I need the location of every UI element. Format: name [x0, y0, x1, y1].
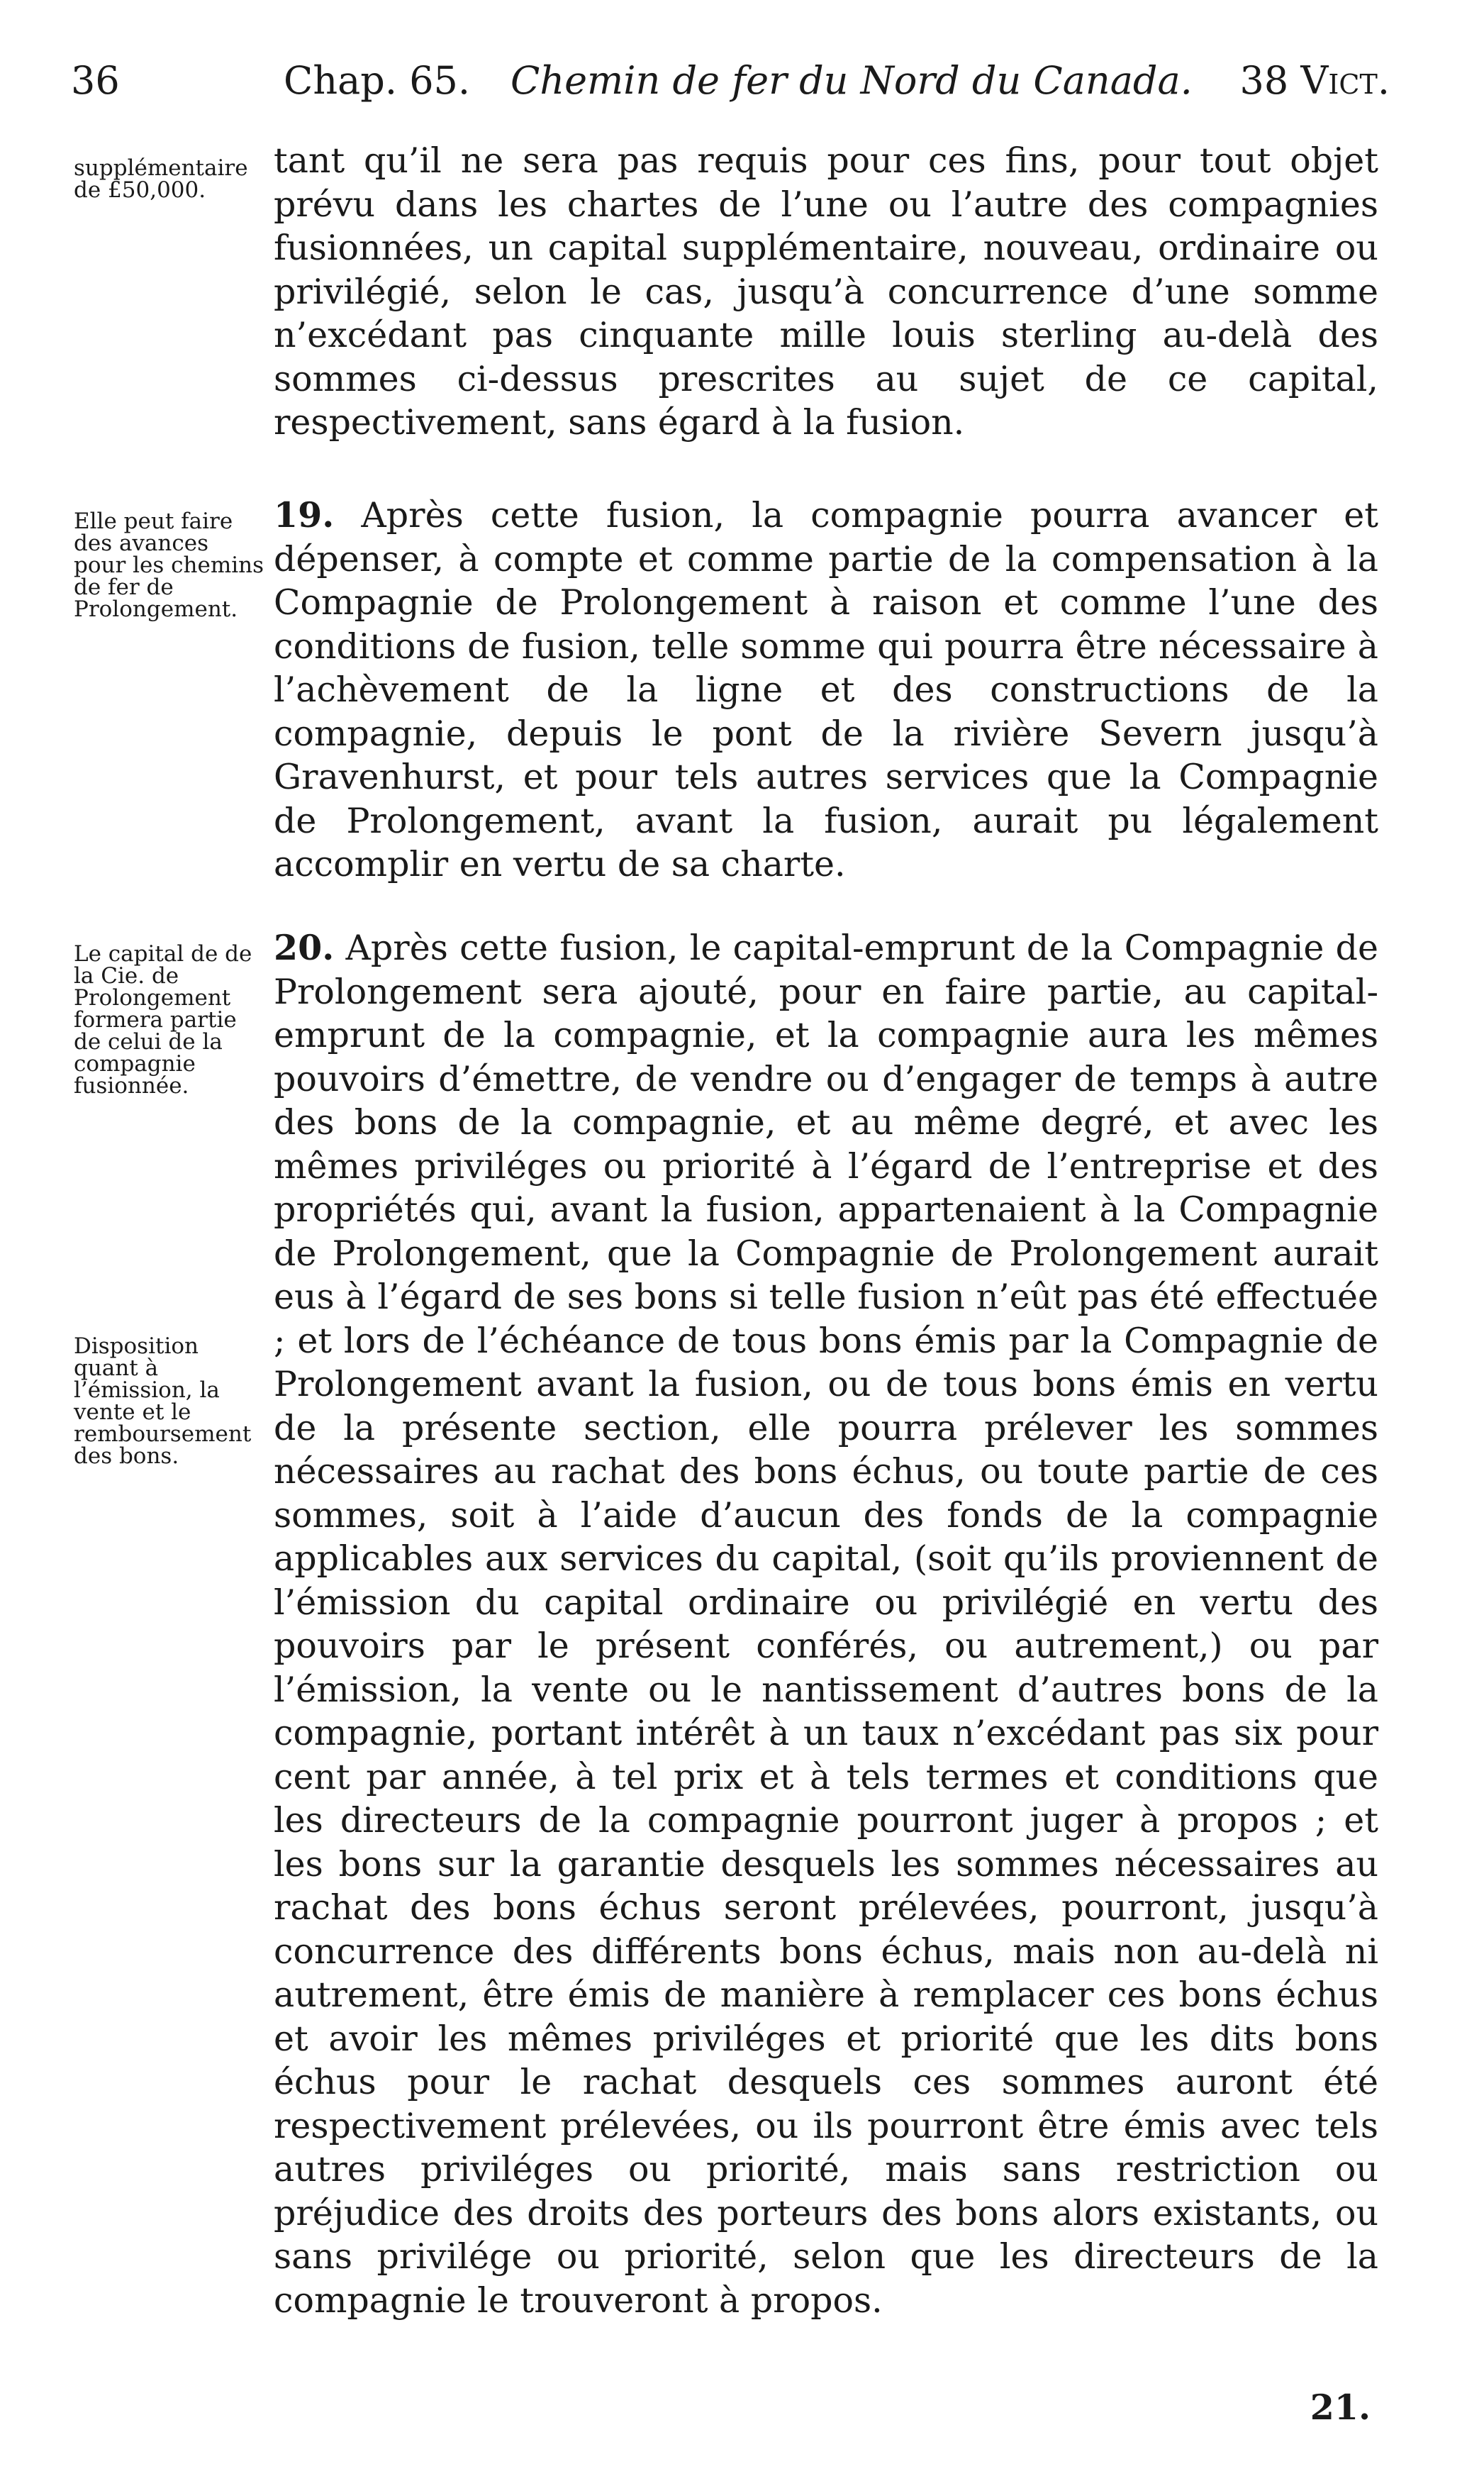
act-title: Chemin de fer du Nord du Canada.	[511, 58, 1193, 103]
section-20	[274, 926, 1378, 2322]
section-continuation	[274, 139, 1378, 445]
catchword: 21.	[1310, 2387, 1371, 2428]
chapter-label: Chap. 65.	[284, 58, 471, 103]
paragraph-text: Après cette fusion, le capital-emprunt de la Compagnie de Prolongement sera ajouté, pour en faire partie, au capital-emprunt de la compagnie, et la compagnie aura les mêmes pouvoirs d’émettre, de vendre ou d’engager de temps à autre des bons de la compagnie, et au même degré, et avec les mêmes priviléges ou priorité à l’égard de l’entreprise et des propriétés qui, avant la fusion, appartenaient à la Compagnie de Prolongement, que la Compagnie de Prolongement aurait eus à l’égard de ses bons si telle fusion n’eût pas été effectuée ; et lors de l’échéance de tous bons émis par la Compagnie de Prolongement avant la fusion, ou de tous bons émis en vertu de la présente section, elle pourra prélever les sommes nécessaires au rachat des bons échus, ou toute partie de ces sommes, soit à l’aide d’aucun des fonds de la compagnie applicables aux services du capital, (soit qu’ils proviennent de l’émission du capital ordinaire ou privilégié en vertu des pouvoirs par le présent conférés, ou autrement,) ou par l’émission, la vente ou le nantissement d’autres bons de la compagnie, portant intérêt à un taux n’excédant pas six pour cent par année, à tel prix et à tels termes et conditions que les directeurs de la compagnie pourront juger à propos ; et les bons sur la garantie desquels les sommes nécessaires au rachat des bons échus seront prélevées, pourront, jusqu’à concurrence des différents bons échus, mais non au-delà ni autrement, être émis de manière à remplacer ces bons échus et avoir les mêmes priviléges et priorité que les dits bons échus pour le rachat desquels ces sommes auront été respectivement prélevées, ou ils pourront être émis avec tels autres priviléges ou priorité, mais sans restriction ou préjudice des droits des porteurs des bons alors existants, ou sans privilége ou priorité, selon que les directeurs de la compagnie le trouveront à propos.	[274, 928, 1378, 2321]
margin-note-borrowing-capital: Le capital de de la Cie. de Prolongement formera partie de celui de la compagnie fusionnée.	[74, 941, 252, 1099]
section-number: 20.	[274, 927, 335, 968]
margin-note-bond-issue: Disposition quant à l’émission, la vente et le remboursement des bons.	[74, 1333, 252, 1469]
margin-note-supplementary-capital: supplémentaire de £50,000.	[74, 155, 248, 203]
page-number: 36	[71, 58, 120, 103]
section-19	[274, 494, 1378, 887]
regnal-year: 38 Vict.	[1239, 58, 1390, 103]
margin-note-advances: Elle peut faire des avances pour les chemins de fer de Prolongement.	[74, 509, 264, 622]
running-header	[71, 58, 1390, 104]
paragraph-text: Après cette fusion, la compagnie pourra avancer et dépenser, à compte et comme partie de la compensation à la Compagnie de Prolongement à raison et comme l’une des conditions de fusion, telle somme qui pourra être nécessaire à l’achèvement de la ligne et des constructions de la compagnie, depuis le pont de la rivière Severn jusqu’à Gravenhurst, et pour tels autres services que la Compagnie de Prolongement, avant la fusion, aurait pu légalement accomplir en vertu de sa charte.	[274, 495, 1378, 884]
paragraph-text: tant qu’il ne sera pas requis pour ces fins, pour tout objet prévu dans les chartes de l’une ou l’autre des compagnies fusionnées, un capital supplémentaire, nouveau, ordinaire ou privilégié, selon le cas, jusqu’à concurrence d’une somme n’excédant pas cinquante mille louis sterling au-delà des sommes ci-dessus prescrites au sujet de ce capital, respectivement, sans égard à la fusion.	[274, 140, 1378, 443]
section-number: 19.	[274, 494, 335, 535]
